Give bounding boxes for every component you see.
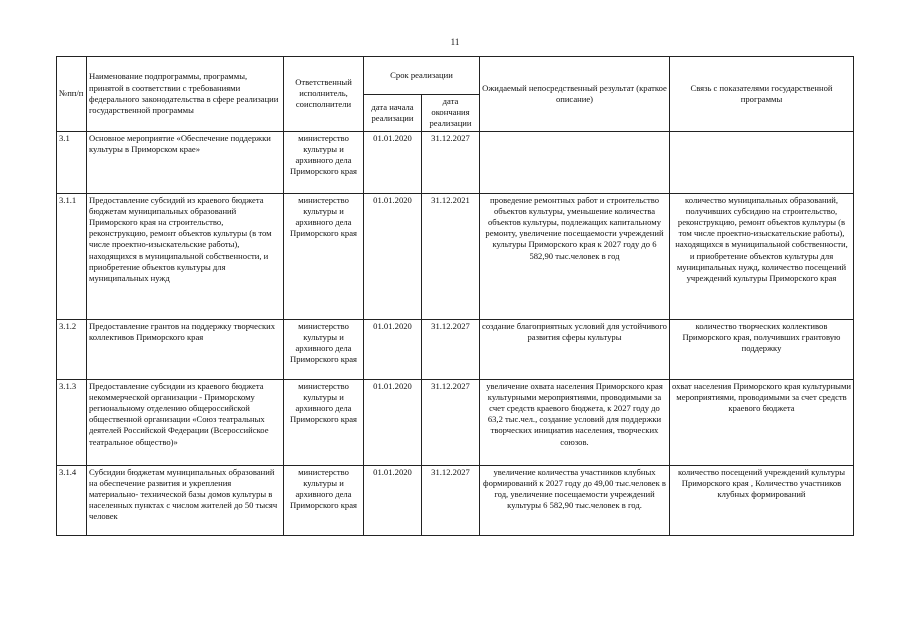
- row-responsible: министерство культуры и архивного дела Приморского края: [284, 131, 364, 193]
- row-responsible: министерство культуры и архивного дела Приморского края: [284, 465, 364, 535]
- header-num: №пп/п: [57, 57, 87, 132]
- table-header-row: [57, 57, 854, 95]
- header-result: Ожидаемый непосредственный результат (краткое описание): [480, 57, 670, 132]
- row-responsible: министерство культуры и архивного дела Приморского края: [284, 379, 364, 465]
- row-start: 01.01.2020: [364, 319, 422, 379]
- row-num: 3.1.2: [57, 319, 87, 379]
- row-result: создание благоприятных условий для устойчивого развития сферы культуры: [480, 319, 670, 379]
- row-end: 31.12.2027: [422, 131, 480, 193]
- row-name: Предоставление субсидии из краевого бюджета некоммерческой организации - Приморскому региональному отделению общероссийской общественной организации «Союз театральных деятелей Российской Федерации (Всероссийское театральное общество)»: [87, 379, 284, 465]
- row-result: [480, 131, 670, 193]
- table-row: [57, 131, 854, 193]
- row-end: 31.12.2027: [422, 379, 480, 465]
- header-start: дата начала реализации: [364, 95, 422, 132]
- row-name: Основное мероприятие «Обеспечение поддержки культуры в Приморском крае»: [87, 131, 284, 193]
- header-name: Наименование подпрограммы, программы, принятой в соответствии с требованиями федерального законодательства в сфере реализации государственной программы: [87, 57, 284, 132]
- row-num: 3.1.3: [57, 379, 87, 465]
- header-link: Связь с показателями государственной программы: [670, 57, 854, 132]
- row-responsible: министерство культуры и архивного дела Приморского края: [284, 193, 364, 319]
- table-row: [57, 319, 854, 379]
- row-link: [670, 131, 854, 193]
- row-start: 01.01.2020: [364, 379, 422, 465]
- table-row: [57, 465, 854, 535]
- row-result: проведение ремонтных работ и строительство объектов культуры, уменьшение количества объектов культуры, подлежащих капитальному ремонту, увеличение посещаемости учреждений культуры Приморского края к 2027 году до 6 582,90 тыс.человек в год: [480, 193, 670, 319]
- row-result: увеличение количества участников клубных формирований к 2027 году до 49,00 тыс.человек в год, увеличение посещаемости учреждений культуры 6 582,90 тыс.человек в год.: [480, 465, 670, 535]
- row-start: 01.01.2020: [364, 193, 422, 319]
- header-period: Срок реализации: [364, 57, 480, 95]
- header-end: дата окончания реализации: [422, 95, 480, 132]
- row-num: 3.1.4: [57, 465, 87, 535]
- row-num: 3.1.1: [57, 193, 87, 319]
- program-table: [56, 56, 854, 536]
- row-responsible: министерство культуры и архивного дела Приморского края: [284, 319, 364, 379]
- row-num: 3.1: [57, 131, 87, 193]
- row-end: 31.12.2027: [422, 465, 480, 535]
- row-link: количество муниципальных образований, получивших субсидию на строительство, реконструкцию, ремонт объектов культуры (в том числе проектно-изыскательские работы), находящихся в муниципальной собственности, и приобретение объектов культуры для муниципальных нужд, количество посещений учреждений культуры Приморского края: [670, 193, 854, 319]
- row-name: Субсидии бюджетам муниципальных образований на обеспечение развития и укрепления материально- технической базы домов культуры в населенных пунктах с числом жителей до 50 тысяч человек: [87, 465, 284, 535]
- row-start: 01.01.2020: [364, 131, 422, 193]
- row-link: охват населения Приморского края культурными мероприятиями, проводимыми за счет средств краевого бюджета: [670, 379, 854, 465]
- row-end: 31.12.2027: [422, 319, 480, 379]
- row-link: количество посещений учреждений культуры Приморского края , Количество участников клубных формирований: [670, 465, 854, 535]
- row-result: увеличение охвата населения Приморского края культурными мероприятиями, проводимыми за счет средств краевого бюджета, к 2027 году до 63,2 тыс.чел., создание условий для поддержки творческих инициатив населения, творческих союзов.: [480, 379, 670, 465]
- row-start: 01.01.2020: [364, 465, 422, 535]
- table-row: [57, 193, 854, 319]
- row-end: 31.12.2021: [422, 193, 480, 319]
- page-number: 11: [450, 37, 460, 47]
- row-link: количество творческих коллективов Приморского края, получивших грантовую поддержку: [670, 319, 854, 379]
- table-row: [57, 379, 854, 465]
- row-name: Предоставление субсидий из краевого бюджета бюджетам муниципальных образований Приморского края на строительство, реконструкцию, ремонт объектов культуры (в том числе проектно-изыскательские работы), находящихся в муниципальной собственности, и приобретение объектов культуры для муниципальных нужд: [87, 193, 284, 319]
- header-responsible: Ответственный исполнитель, соисполнители: [284, 57, 364, 132]
- row-name: Предоставление грантов на поддержку творческих коллективов Приморского края: [87, 319, 284, 379]
